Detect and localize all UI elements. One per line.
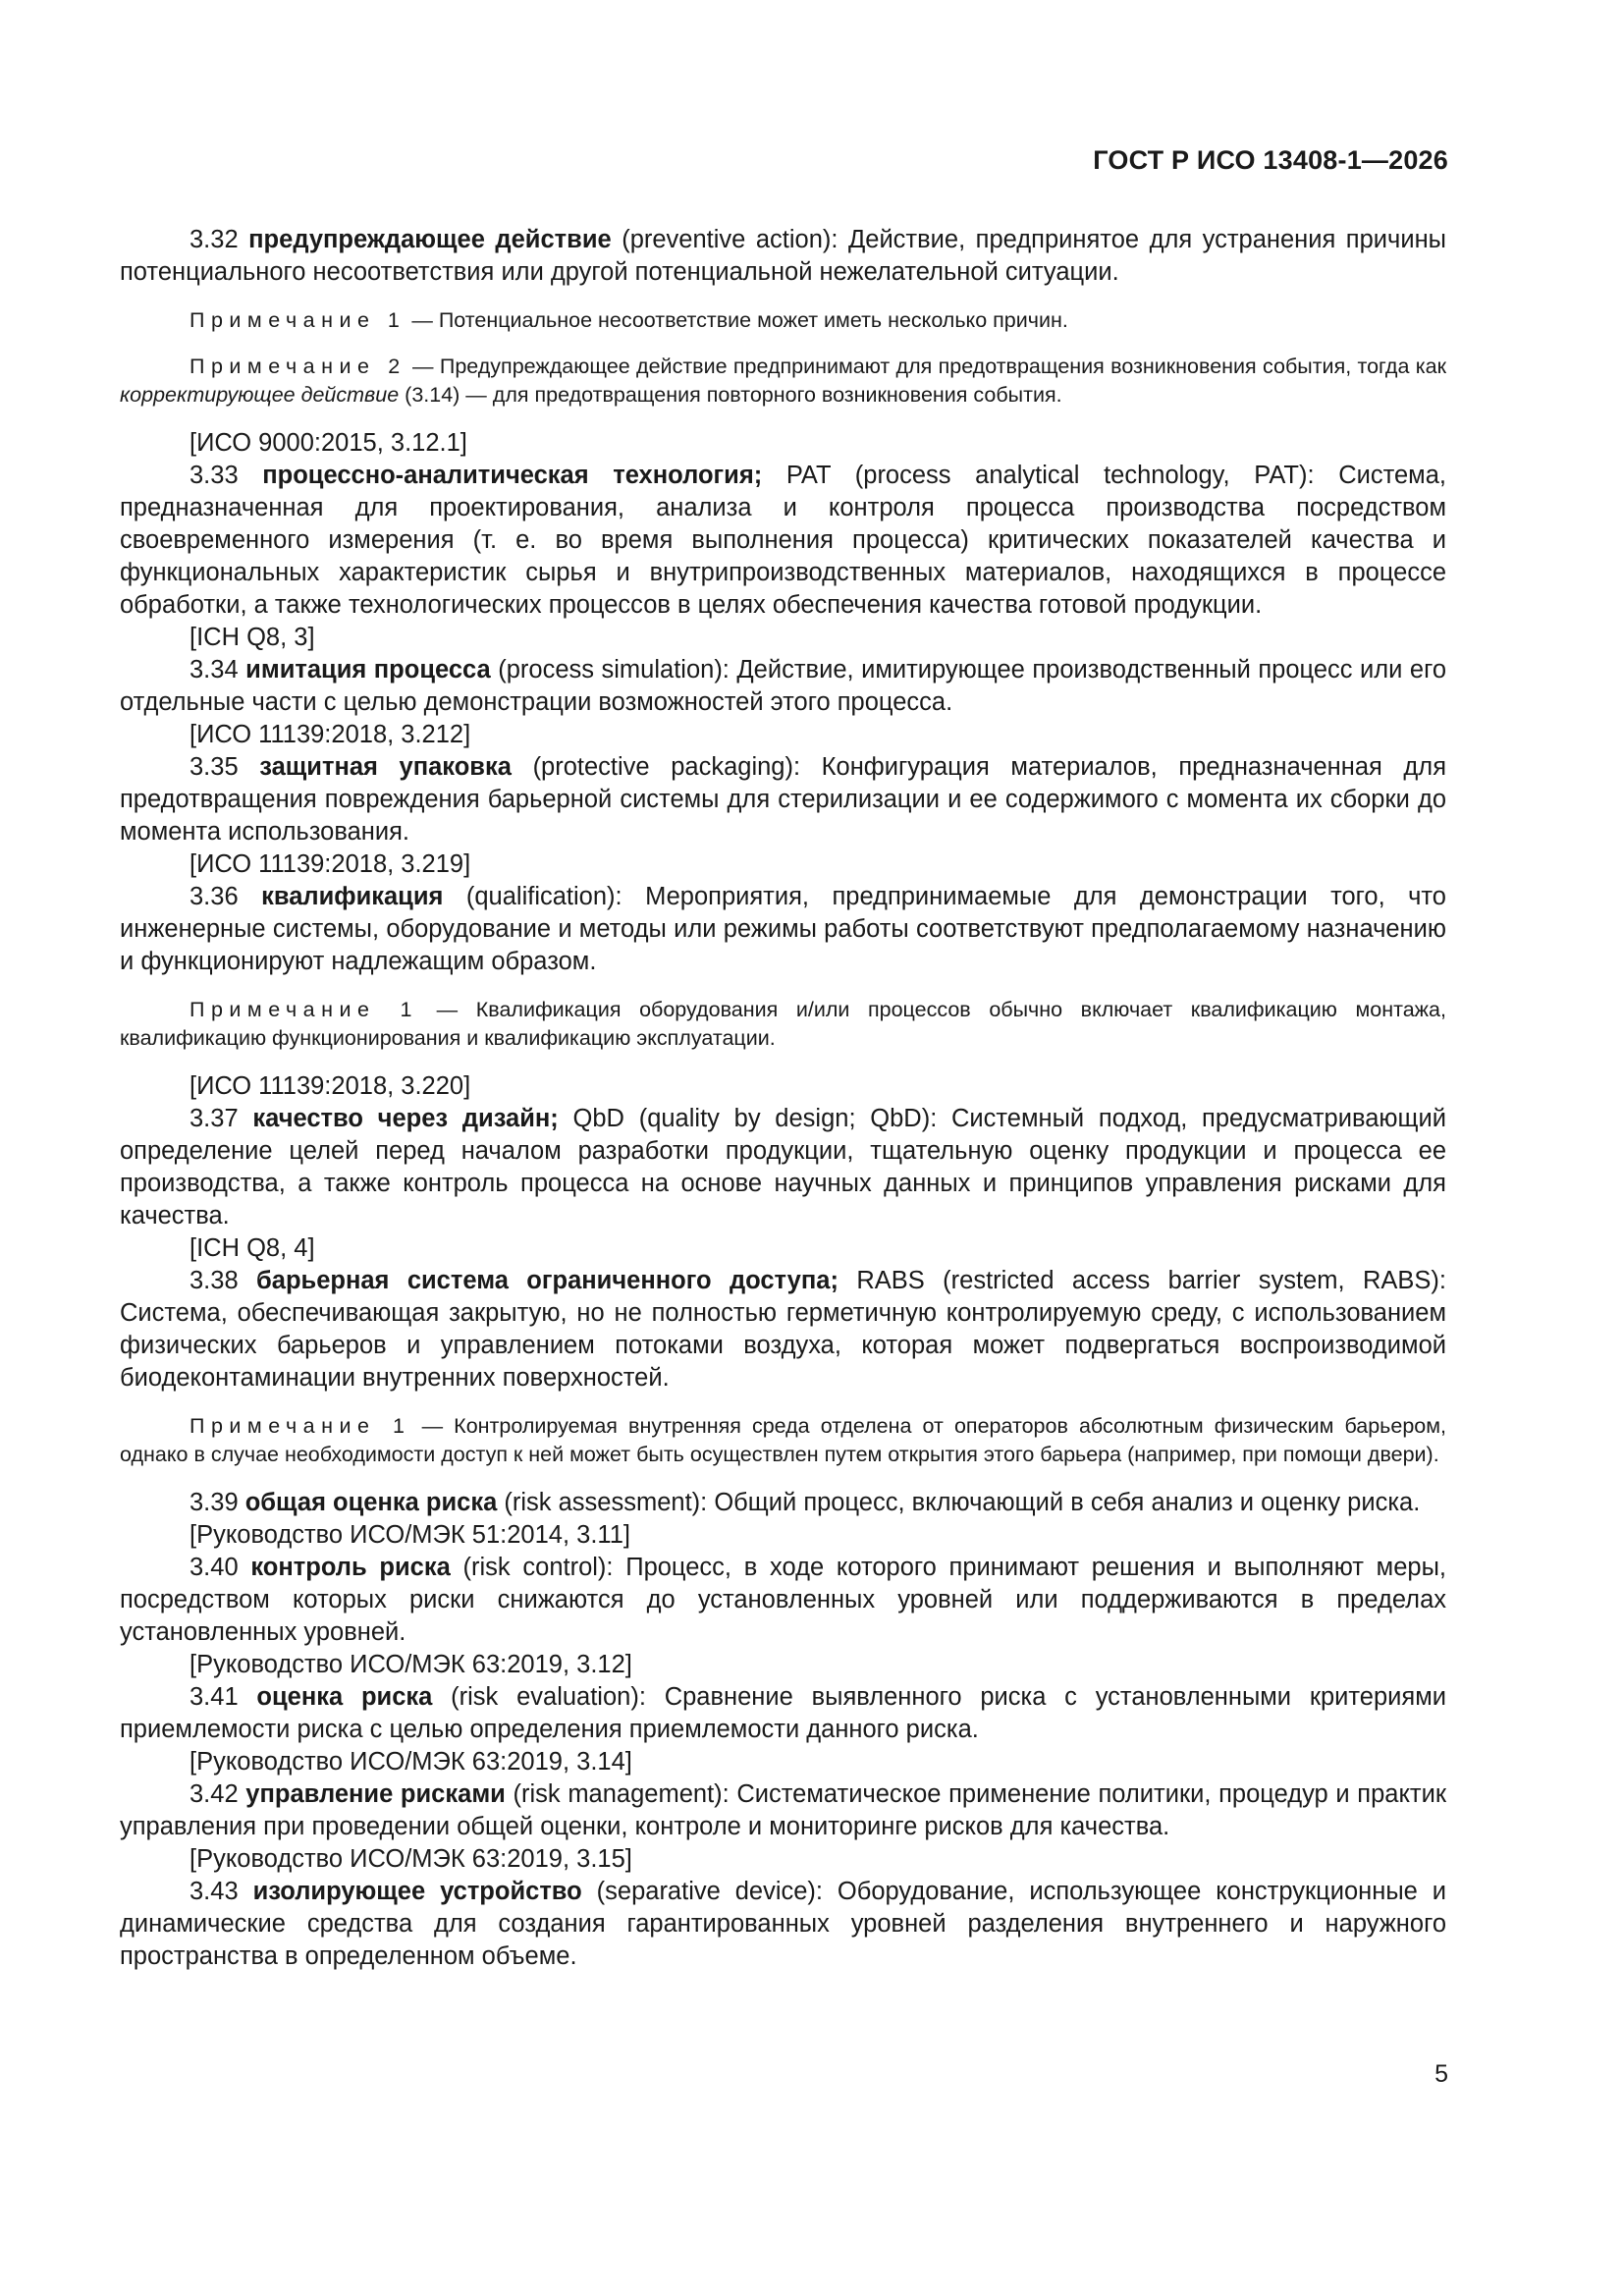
term-number: 3.32: [189, 226, 239, 253]
term-number: 3.33: [189, 462, 239, 489]
note-label: Примечание 1: [189, 308, 406, 332]
term-entry-3-38: [120, 1265, 1446, 1394]
note-label: Примечание 2: [189, 355, 406, 378]
term-definition: (risk evaluation): Сравнение выявленного риска с установленными критериями приемлемости риска с целью определения приемлемости данного риска.: [120, 1683, 1446, 1743]
term-definition: (risk assessment): Общий процесс, включающий в себя анализ и оценку риска.: [504, 1489, 1421, 1516]
source-ref: [ИСО 9000:2015, 3.12.1]: [189, 429, 467, 457]
term-number: 3.43: [189, 1878, 239, 1905]
term-name: квалификация: [261, 883, 444, 910]
document-header: ГОСТ Р ИСО 13408-1—2026: [1093, 145, 1448, 175]
term-definition: (preventive action): Действие, предпринятое для устранения причины потенциального несоответствия или другой потенциальной нежелательной ситуации.: [120, 226, 1446, 286]
term-definition: (process simulation): Действие, имитирующее производственный процесс или его отдельные части с целью демонстрации возможностей этого процесса.: [120, 656, 1447, 716]
term-entry-3-33: [120, 460, 1446, 622]
term-definition: RABS (restricted access barrier system, RABS): Система, обеспечивающая закрытую, но не полностью герметичную контролируемую среду, с использованием физических барьеров и управлением потоками воздуха, которая может подвергаться воспроизводимой биодеконтаминации внутренних поверхностей.: [120, 1267, 1446, 1392]
term-definition: (qualification): Мероприятия, предпринимаемые для демонстрации того, что инженерные системы, оборудование и методы или режимы работы соответствуют предполагаемому назначению и функционируют надлежащим образом.: [120, 883, 1446, 975]
note-label: Примечание 1: [189, 1414, 411, 1438]
note-italic-term: корректирующее действие: [120, 383, 400, 407]
term-name: предупреждающее действие: [248, 226, 612, 253]
document-body: [120, 224, 1446, 1973]
source-ref: [ИСО 11139:2018, 3.220]: [189, 1072, 471, 1100]
term-number: 3.34: [189, 656, 239, 683]
term-name: барьерная система ограниченного доступа;: [256, 1267, 839, 1294]
term-name: процессно-аналитическая технология;: [262, 462, 763, 489]
term-number: 3.39: [189, 1489, 239, 1516]
term-definition: (protective packaging): Конфигурация материалов, предназначенная для предотвращения повреждения барьерной системы для стерилизации и ее содержимого с момента их сборки до момента использования.: [120, 753, 1446, 846]
term-name: контроль риска: [250, 1554, 451, 1581]
note-3-32-1: [120, 306, 1446, 335]
term-number: 3.38: [189, 1267, 239, 1294]
note-3-36-1: [120, 996, 1446, 1053]
term-number: 3.37: [189, 1105, 239, 1132]
source-ref: [ИСО 11139:2018, 3.219]: [189, 850, 471, 878]
term-name: качество через дизайн;: [252, 1105, 559, 1132]
source-ref: [ICH Q8, 3]: [189, 624, 315, 651]
term-entry-3-32: [120, 224, 1446, 289]
term-entry-3-37: [120, 1103, 1446, 1232]
term-entry-3-39: [120, 1487, 1446, 1519]
source-ref: [Руководство ИСО/МЭК 51:2014, 3.11]: [189, 1521, 630, 1549]
term-name: изолирующее устройство: [252, 1878, 582, 1905]
source-ref: [Руководство ИСО/МЭК 63:2019, 3.15]: [189, 1845, 632, 1873]
note-3-32-2: [120, 353, 1446, 410]
term-entry-3-34: [120, 654, 1446, 719]
term-number: 3.35: [189, 753, 239, 781]
term-number: 3.42: [189, 1780, 239, 1808]
note-text: — Предупреждающее действие предпринимают для предотвращения возникновения события, тогда как: [412, 355, 1446, 378]
note-text: (3.14) — для предотвращения повторного возникновения события.: [405, 383, 1062, 407]
note-3-38-1: [120, 1412, 1446, 1469]
note-label: Примечание 1: [189, 998, 419, 1021]
term-number: 3.41: [189, 1683, 239, 1711]
source-ref: [Руководство ИСО/МЭК 63:2019, 3.12]: [189, 1651, 632, 1678]
term-entry-3-42: [120, 1778, 1446, 1843]
term-entry-3-35: [120, 751, 1446, 848]
term-definition: QbD (quality by design; QbD): Системный подход, предусматривающий определение целей перед началом разработки продукции, тщательную оценку продукции и процесса ее производства, а также контроль процесса на основе научных данных и принципов управления рисками для качества.: [120, 1105, 1447, 1230]
term-number: 3.36: [189, 883, 239, 910]
term-definition: PAT (process analytical technology, PAT): Система, предназначенная для проектирования, анализа и контроля процесса производства посредством своевременного измерения (т. е. во время выполнения процесса) критических показателей качества и функциональных характеристик сырья и внутрипроизводственных материалов, находящихся в процессе обработки, а также технологических процессов в целях обеспечения качества готовой продукции.: [120, 462, 1446, 619]
note-text: — Контролируемая внутренняя среда отделена от операторов абсолютным физическим барьером, однако в случае необходимости доступ к ней может быть осуществлен путем открытия этого барьера (например, при помощи двери).: [120, 1414, 1447, 1466]
term-entry-3-41: [120, 1681, 1446, 1746]
term-name: управление рисками: [245, 1780, 506, 1808]
term-entry-3-40: [120, 1552, 1446, 1649]
note-text: — Потенциальное несоответствие может иметь несколько причин.: [411, 308, 1068, 332]
source-ref: [ИСО 11139:2018, 3.212]: [189, 721, 471, 748]
note-text: — Квалификация оборудования и/или процессов обычно включает квалификацию монтажа, квалификацию функционирования и квалификацию эксплуатации.: [120, 998, 1446, 1050]
source-ref: [ICH Q8, 4]: [189, 1234, 315, 1262]
source-ref: [Руководство ИСО/МЭК 63:2019, 3.14]: [189, 1748, 632, 1776]
term-entry-3-43: [120, 1876, 1446, 1973]
term-number: 3.40: [189, 1554, 239, 1581]
term-definition: (risk management): Систематическое применение политики, процедур и практик управления при проведении общей оценки, контроле и мониторинге рисков для качества.: [120, 1780, 1446, 1840]
term-name: общая оценка риска: [244, 1489, 498, 1516]
term-name: имитация процесса: [245, 656, 491, 683]
term-entry-3-36: [120, 881, 1446, 978]
term-definition: (separative device): Оборудование, использующее конструкционные и динамические средства для создания гарантированных уровней разделения внутреннего и наружного пространства в определенном объеме.: [120, 1878, 1446, 1970]
term-name: оценка риска: [256, 1683, 433, 1711]
term-name: защитная упаковка: [259, 753, 512, 781]
term-definition: (risk control): Процесс, в ходе которого принимают решения и выполняют меры, посредством которых риски снижаются до установленных уровней или поддерживаются в пределах установленных уровней.: [120, 1554, 1446, 1646]
page-number: 5: [1434, 2060, 1448, 2088]
